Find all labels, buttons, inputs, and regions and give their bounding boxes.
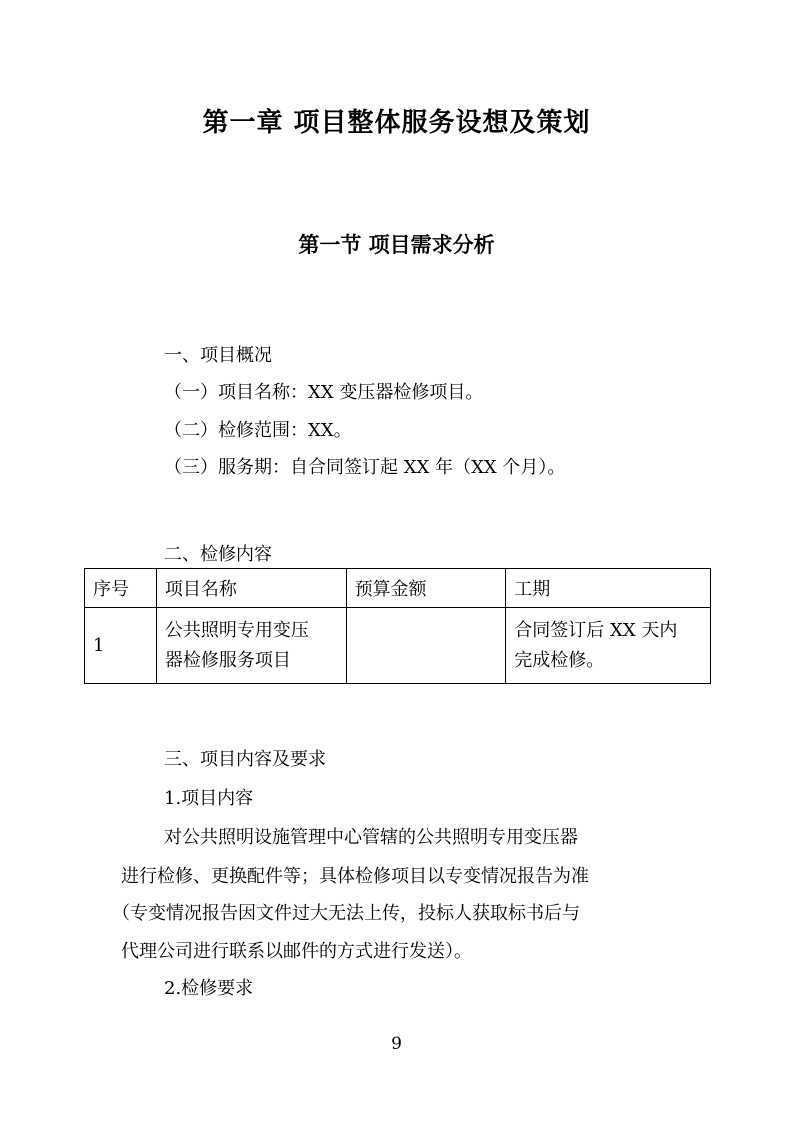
table-row: [85, 608, 711, 684]
overview-heading: 一、项目概况: [164, 345, 272, 366]
table-header-row: [85, 569, 711, 608]
cell-project-name-line2: 器检修服务项目: [164, 649, 291, 671]
cell-project-name: [156, 608, 346, 684]
header-index: 序号: [85, 569, 157, 608]
cell-period-line2: 完成检修。: [514, 649, 605, 671]
maintenance-heading: 二、检修内容: [164, 544, 272, 565]
requirements-sub2: 2.检修要求: [164, 978, 254, 999]
requirements-sub1: 1.项目内容: [164, 788, 254, 809]
section-title: 第一节 项目需求分析: [298, 232, 495, 257]
requirements-heading: 三、项目内容及要求: [164, 749, 326, 770]
overview-item-period: （三）服务期：自合同签订起 XX 年（XX 个月）。: [164, 457, 566, 478]
header-project-name: 项目名称: [156, 569, 346, 608]
cell-period-line1: 合同签订后 XX 天内: [514, 619, 678, 641]
overview-item-scope: （二）检修范围：XX。: [164, 420, 352, 441]
cell-project-name-line1: 公共照明专用变压: [164, 619, 309, 641]
header-budget: 预算金额: [346, 569, 506, 608]
cell-budget: [346, 608, 506, 684]
maintenance-table: [84, 568, 711, 684]
chapter-title: 第一章 项目整体服务设想及策划: [202, 108, 591, 138]
cell-index: 1: [85, 608, 157, 684]
requirements-paragraph-line: 代理公司进行联系以邮件的方式进行发送）。: [121, 941, 472, 962]
requirements-paragraph-line: （专变情况报告因文件过大无法上传，投标人获取标书后与: [112, 903, 580, 924]
cell-period: [506, 608, 711, 684]
page-number: 9: [391, 1034, 402, 1054]
requirements-paragraph-line: 对公共照明设施管理中心管辖的公共照明专用变压器: [164, 827, 578, 848]
requirements-paragraph-line: 进行检修、更换配件等；具体检修项目以专变情况报告为准: [121, 866, 589, 887]
overview-item-name: （一）项目名称：XX 变压器检修项目。: [164, 382, 484, 403]
header-period: 工期: [506, 569, 711, 608]
